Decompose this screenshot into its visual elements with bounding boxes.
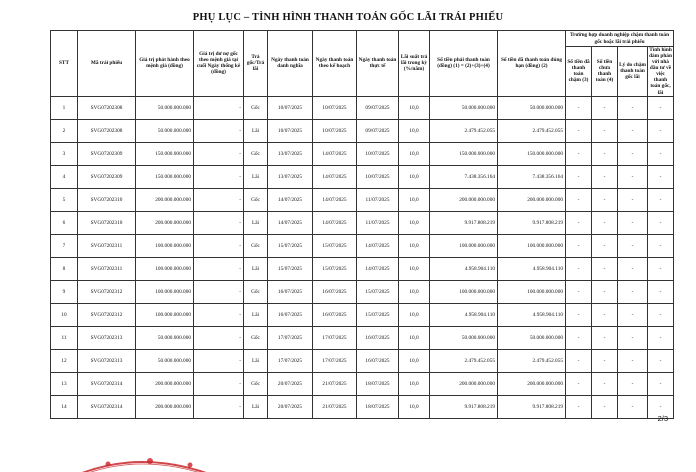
cell-so-tien-phai-tt: 9.917.808.219 [430,395,498,418]
cell-da-tt-cham: - [566,326,592,349]
cell-tra: Gốc [244,142,268,165]
cell-chua-tt: - [592,303,618,326]
cell-stt: 12 [51,349,78,372]
table-row [51,326,674,349]
cell-tra: Gốc [244,326,268,349]
cell-ma-trai-phieu: SVG07202313 [78,349,136,372]
cell-ma-trai-phieu: SVG07202312 [78,280,136,303]
cell-chua-tt: - [592,211,618,234]
cell-gia-tri: 200.000.000.000 [136,395,194,418]
cell-ngay-thuc-te: 14/07/2025 [357,257,399,280]
header-du-no-goc: Giá trị dư nợ gốc theo mệnh giá tại cuối Ngày thống kê (đồng) [194,31,244,97]
cell-tra: Lãi [244,349,268,372]
cell-ngay-thuc-te: 10/07/2025 [357,142,399,165]
cell-ngay-thuc-te: 18/07/2025 [357,372,399,395]
cell-ly-do: - [618,395,648,418]
cell-so-tien-dung-han: 100.000.000.000 [498,280,566,303]
cell-ngay-ke-hoach: 17/07/2025 [313,326,357,349]
header-ngay-danh-nghia: Ngày thanh toán danh nghĩa [268,31,313,97]
cell-stt: 3 [51,142,78,165]
header-lai-suat: Lãi suất trả lãi trong kỳ (%/năm) [399,31,430,97]
cell-tra: Lãi [244,211,268,234]
cell-ma-trai-phieu: SVG07202314 [78,395,136,418]
cell-stt: 1 [51,96,78,119]
cell-ngay-thuc-te: 15/07/2025 [357,303,399,326]
cell-chua-tt: - [592,119,618,142]
cell-so-tien-dung-han: 100.000.000.000 [498,234,566,257]
cell-stt: 9 [51,280,78,303]
cell-ngay-thuc-te: 09/07/2025 [357,119,399,142]
cell-gia-tri: 100.000.000.000 [136,303,194,326]
cell-ngay-danh-nghia: 16/07/2025 [268,280,313,303]
cell-tra: Gốc [244,188,268,211]
cell-da-tt-cham: - [566,257,592,280]
cell-ngay-thuc-te: 10/07/2025 [357,165,399,188]
cell-stt: 10 [51,303,78,326]
cell-ly-do: - [618,280,648,303]
cell-so-tien-dung-han: 150.000.000.000 [498,142,566,165]
cell-ngay-thuc-te: 16/07/2025 [357,326,399,349]
cell-so-tien-phai-tt: 2.479.452.055 [430,349,498,372]
cell-lai-suat: 10,0 [399,395,430,418]
cell-ngay-ke-hoach: 15/07/2025 [313,234,357,257]
cell-gia-tri: 50.000.000.000 [136,326,194,349]
header-gia-tri-phat-hanh: Giá trị phát hành theo mệnh giá (đồng) [136,31,194,97]
cell-ngay-ke-hoach: 21/07/2025 [313,395,357,418]
cell-ngay-ke-hoach: 14/07/2025 [313,142,357,165]
cell-du-no: - [194,211,244,234]
cell-gia-tri: 50.000.000.000 [136,119,194,142]
cell-du-no: - [194,257,244,280]
cell-dam-phan: - [648,303,674,326]
cell-du-no: - [194,188,244,211]
table-row [51,280,674,303]
cell-ly-do: - [618,165,648,188]
cell-stt: 7 [51,234,78,257]
cell-chua-tt: - [592,188,618,211]
table-row [51,257,674,280]
cell-ly-do: - [618,326,648,349]
cell-lai-suat: 10,0 [399,303,430,326]
cell-chua-tt: - [592,372,618,395]
cell-dam-phan: - [648,142,674,165]
cell-ngay-thuc-te: 15/07/2025 [357,280,399,303]
cell-gia-tri: 100.000.000.000 [136,234,194,257]
cell-gia-tri: 100.000.000.000 [136,280,194,303]
cell-ly-do: - [618,96,648,119]
table-row [51,119,674,142]
cell-chua-tt: - [592,257,618,280]
bond-payment-table [50,30,674,419]
cell-ma-trai-phieu: SVG07202310 [78,211,136,234]
cell-dam-phan: - [648,119,674,142]
cell-du-no: - [194,395,244,418]
cell-ngay-ke-hoach: 10/07/2025 [313,96,357,119]
cell-ngay-thuc-te: 18/07/2025 [357,395,399,418]
cell-lai-suat: 10,0 [399,280,430,303]
cell-stt: 8 [51,257,78,280]
cell-du-no: - [194,303,244,326]
cell-ly-do: - [618,257,648,280]
cell-ma-trai-phieu: SVG07202311 [78,257,136,280]
cell-ngay-ke-hoach: 17/07/2025 [313,349,357,372]
cell-da-tt-cham: - [566,280,592,303]
cell-ma-trai-phieu: SVG07202312 [78,303,136,326]
table-row [51,142,674,165]
cell-so-tien-phai-tt: 2.479.452.055 [430,119,498,142]
cell-ngay-ke-hoach: 14/07/2025 [313,165,357,188]
cell-chua-tt: - [592,234,618,257]
cell-ngay-danh-nghia: 20/07/2025 [268,395,313,418]
header-so-tien-phai-tt: Số tiền phải thanh toán (đồng) (1) = (2)+(3)+(4) [430,31,498,97]
cell-du-no: - [194,234,244,257]
table-row [51,165,674,188]
cell-du-no: - [194,326,244,349]
cell-ma-trai-phieu: SVG07202309 [78,165,136,188]
cell-so-tien-phai-tt: 50.000.000.000 [430,326,498,349]
cell-tra: Lãi [244,165,268,188]
cell-du-no: - [194,349,244,372]
cell-so-tien-dung-han: 9.917.808.219 [498,395,566,418]
cell-da-tt-cham: - [566,211,592,234]
cell-ngay-danh-nghia: 16/07/2025 [268,303,313,326]
cell-ly-do: - [618,303,648,326]
cell-stt: 14 [51,395,78,418]
cell-dam-phan: - [648,188,674,211]
cell-da-tt-cham: - [566,165,592,188]
seal-stamp-fragment [0,452,696,472]
cell-dam-phan: - [648,326,674,349]
header-stt: STT [51,31,78,97]
cell-ngay-ke-hoach: 16/07/2025 [313,303,357,326]
cell-ly-do: - [618,372,648,395]
cell-du-no: - [194,372,244,395]
cell-da-tt-cham: - [566,119,592,142]
cell-lai-suat: 10,0 [399,142,430,165]
cell-gia-tri: 50.000.000.000 [136,349,194,372]
cell-ly-do: - [618,211,648,234]
cell-so-tien-phai-tt: 50.000.000.000 [430,96,498,119]
cell-tra: Gốc [244,280,268,303]
page-title: PHỤ LỤC – TÌNH HÌNH THANH TOÁN GỐC LÃI TRÁI PHIẾU [192,12,504,23]
cell-ngay-danh-nghia: 13/07/2025 [268,142,313,165]
cell-da-tt-cham: - [566,96,592,119]
table-row [51,372,674,395]
cell-ma-trai-phieu: SVG07202310 [78,188,136,211]
cell-so-tien-phai-tt: 4.958.904.110 [430,303,498,326]
cell-dam-phan: - [648,372,674,395]
cell-ly-do: - [618,234,648,257]
cell-ma-trai-phieu: SVG07202308 [78,119,136,142]
cell-da-tt-cham: - [566,234,592,257]
cell-ma-trai-phieu: SVG07202313 [78,326,136,349]
cell-lai-suat: 10,0 [399,96,430,119]
cell-da-tt-cham: - [566,188,592,211]
cell-so-tien-dung-han: 9.917.808.219 [498,211,566,234]
table-row [51,303,674,326]
cell-lai-suat: 10,0 [399,372,430,395]
cell-du-no: - [194,280,244,303]
cell-dam-phan: - [648,96,674,119]
cell-tra: Gốc [244,372,268,395]
header-ngay-ke-hoach: Ngày thanh toán theo kế hoạch [313,31,357,97]
cell-du-no: - [194,119,244,142]
cell-so-tien-dung-han: 4.958.904.110 [498,303,566,326]
cell-so-tien-phai-tt: 4.958.904.110 [430,257,498,280]
cell-ly-do: - [618,142,648,165]
cell-gia-tri: 200.000.000.000 [136,211,194,234]
cell-da-tt-cham: - [566,303,592,326]
cell-ma-trai-phieu: SVG07202308 [78,96,136,119]
header-ma-trai-phieu: Mã trái phiếu [78,31,136,97]
cell-ly-do: - [618,188,648,211]
cell-so-tien-dung-han: 200.000.000.000 [498,188,566,211]
cell-lai-suat: 10,0 [399,211,430,234]
header-da-tt-cham: Số tiền đã thanh toán chậm (3) [566,47,592,97]
cell-so-tien-phai-tt: 7.438.356.164 [430,165,498,188]
header-so-tien-dung-han: Số tiền đã thanh toán đúng hạn (đồng) (2) [498,31,566,97]
cell-so-tien-dung-han: 200.000.000.000 [498,372,566,395]
cell-stt: 2 [51,119,78,142]
cell-chua-tt: - [592,142,618,165]
cell-stt: 5 [51,188,78,211]
cell-lai-suat: 10,0 [399,119,430,142]
cell-so-tien-phai-tt: 9.917.808.219 [430,211,498,234]
cell-tra: Lãi [244,303,268,326]
cell-du-no: - [194,165,244,188]
cell-du-no: - [194,142,244,165]
cell-ngay-danh-nghia: 17/07/2025 [268,349,313,372]
cell-chua-tt: - [592,349,618,372]
cell-so-tien-dung-han: 7.438.356.164 [498,165,566,188]
table-body [51,96,674,418]
header-ngay-thuc-te: Ngày thanh toán thực tế [357,31,399,97]
cell-chua-tt: - [592,326,618,349]
cell-stt: 11 [51,326,78,349]
cell-dam-phan: - [648,280,674,303]
cell-lai-suat: 10,0 [399,234,430,257]
cell-so-tien-dung-han: 50.000.000.000 [498,326,566,349]
cell-ma-trai-phieu: SVG07202311 [78,234,136,257]
page-number: 2/3 [657,414,668,423]
cell-so-tien-dung-han: 2.479.452.055 [498,349,566,372]
cell-gia-tri: 100.000.000.000 [136,257,194,280]
cell-so-tien-phai-tt: 200.000.000.000 [430,188,498,211]
table-row [51,395,674,418]
table-row [51,188,674,211]
cell-tra: Gốc [244,234,268,257]
cell-ngay-thuc-te: 11/07/2025 [357,211,399,234]
cell-so-tien-phai-tt: 100.000.000.000 [430,234,498,257]
cell-tra: Lãi [244,395,268,418]
cell-ma-trai-phieu: SVG07202309 [78,142,136,165]
cell-stt: 6 [51,211,78,234]
cell-da-tt-cham: - [566,395,592,418]
cell-chua-tt: - [592,165,618,188]
cell-dam-phan: - [648,165,674,188]
cell-lai-suat: 10,0 [399,326,430,349]
cell-lai-suat: 10,0 [399,188,430,211]
cell-ly-do: - [618,349,648,372]
cell-ngay-thuc-te: 14/07/2025 [357,234,399,257]
cell-ngay-ke-hoach: 15/07/2025 [313,257,357,280]
cell-so-tien-dung-han: 2.479.452.055 [498,119,566,142]
cell-so-tien-phai-tt: 200.000.000.000 [430,372,498,395]
cell-ngay-danh-nghia: 10/07/2025 [268,96,313,119]
cell-ngay-thuc-te: 11/07/2025 [357,188,399,211]
cell-gia-tri: 150.000.000.000 [136,142,194,165]
cell-gia-tri: 200.000.000.000 [136,372,194,395]
cell-dam-phan: - [648,395,674,418]
cell-chua-tt: - [592,395,618,418]
cell-ma-trai-phieu: SVG07202314 [78,372,136,395]
cell-gia-tri: 150.000.000.000 [136,165,194,188]
cell-ngay-ke-hoach: 14/07/2025 [313,188,357,211]
table-row [51,96,674,119]
cell-tra: Lãi [244,257,268,280]
cell-so-tien-dung-han: 4.958.904.110 [498,257,566,280]
cell-tra: Gốc [244,96,268,119]
cell-lai-suat: 10,0 [399,165,430,188]
cell-gia-tri: 200.000.000.000 [136,188,194,211]
cell-chua-tt: - [592,96,618,119]
cell-chua-tt: - [592,280,618,303]
cell-stt: 13 [51,372,78,395]
cell-ly-do: - [618,119,648,142]
table-row [51,211,674,234]
header-ly-do-cham: Lý do chậm thanh toán gốc lãi [618,47,648,97]
cell-dam-phan: - [648,211,674,234]
cell-da-tt-cham: - [566,142,592,165]
cell-ngay-danh-nghia: 15/07/2025 [268,234,313,257]
table-row [51,349,674,372]
cell-da-tt-cham: - [566,349,592,372]
cell-ngay-ke-hoach: 21/07/2025 [313,372,357,395]
cell-stt: 4 [51,165,78,188]
cell-dam-phan: - [648,234,674,257]
cell-tra: Lãi [244,119,268,142]
cell-ngay-danh-nghia: 14/07/2025 [268,211,313,234]
cell-ngay-danh-nghia: 14/07/2025 [268,188,313,211]
cell-dam-phan: - [648,257,674,280]
cell-du-no: - [194,96,244,119]
cell-ngay-danh-nghia: 15/07/2025 [268,257,313,280]
header-chua-tt: Số tiền chưa thanh toán (4) [592,47,618,97]
cell-ngay-ke-hoach: 16/07/2025 [313,280,357,303]
cell-ngay-danh-nghia: 17/07/2025 [268,326,313,349]
cell-ngay-danh-nghia: 20/07/2025 [268,372,313,395]
cell-gia-tri: 50.000.000.000 [136,96,194,119]
cell-ngay-ke-hoach: 10/07/2025 [313,119,357,142]
header-tra-goc-lai: Trả gốc/Trả lãi [244,31,268,97]
cell-ngay-danh-nghia: 13/07/2025 [268,165,313,188]
cell-lai-suat: 10,0 [399,349,430,372]
cell-dam-phan: - [648,349,674,372]
header-late-payment-group: Trường hợp doanh nghiệp chậm thanh toán gốc hoặc lãi trái phiếu [566,31,674,47]
cell-da-tt-cham: - [566,372,592,395]
cell-so-tien-phai-tt: 150.000.000.000 [430,142,498,165]
cell-so-tien-phai-tt: 100.000.000.000 [430,280,498,303]
cell-ngay-thuc-te: 09/07/2025 [357,96,399,119]
cell-ngay-danh-nghia: 10/07/2025 [268,119,313,142]
cell-lai-suat: 10,0 [399,257,430,280]
header-tinh-hinh-dam-phan: Tình hình đàm phán với nhà đầu tư về việc thanh toán gốc, lãi [649,47,672,96]
cell-ngay-ke-hoach: 14/07/2025 [313,211,357,234]
cell-ngay-thuc-te: 16/07/2025 [357,349,399,372]
table-row [51,234,674,257]
cell-so-tien-dung-han: 50.000.000.000 [498,96,566,119]
